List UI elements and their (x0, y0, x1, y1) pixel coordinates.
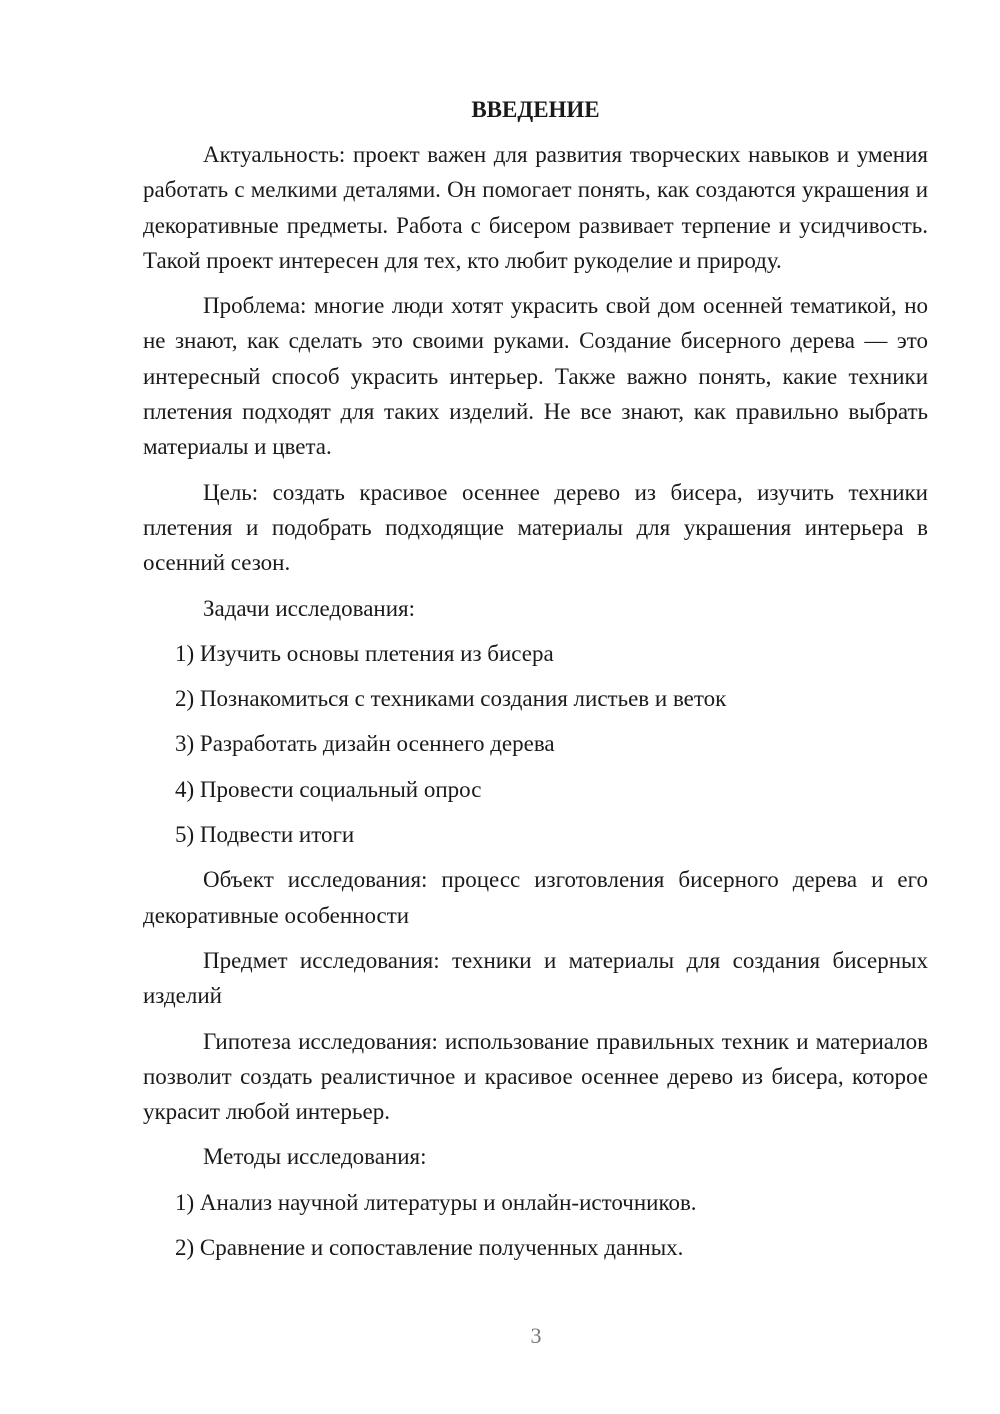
page-content (143, 92, 928, 1275)
list-item: 1) Анализ научной литературы и онлайн-источников. (175, 1189, 697, 1215)
hypothesis-paragraph: Гипотеза исследования: использование правильных техник и материалов позволит создать реалистичное и красивое осеннее дерево из бисера, которое украсит любой интерьер. (143, 1028, 928, 1125)
page-number: 3 (530, 1323, 542, 1348)
relevance-paragraph: Актуальность: проект важен для развития творческих навыков и умения работать с мелкими деталями. Он помогает понять, как создаются украшения и декоративные предметы. Работа с бисером развивает терпение и усидчивость. Такой проект интересен для тех, кто любит рукоделие и природу. (143, 142, 928, 273)
subject-paragraph: Предмет исследования: техники и материалы для создания бисерных изделий (143, 947, 928, 1009)
methods-list (143, 1185, 928, 1266)
list-item: 3) Разработать дизайн осеннего дерева (175, 731, 555, 757)
goal-paragraph: Цель: создать красивое осеннее дерево из бисера, изучить техники плетения и подобрать подходящие материалы для украшения интерьера в осенний сезон. (143, 479, 928, 576)
methods-label: Методы исследования: (203, 1144, 427, 1170)
object-paragraph: Объект исследования: процесс изготовления бисерного дерева и его декоративные особенности (143, 867, 928, 928)
list-item: 2) Познакомиться с техниками создания листьев и веток (175, 686, 727, 712)
list-item: 2) Сравнение и сопоставление полученных данных. (175, 1235, 684, 1261)
list-item: 1) Изучить основы плетения из бисера (175, 640, 554, 666)
tasks-list (143, 636, 928, 852)
list-item: 5) Подвести итоги (175, 822, 355, 848)
problem-paragraph: Проблема: многие люди хотят украсить свой дом осенней тематикой, но не знают, как сделать это своими руками. Создание бисерного дерева — это интересный способ украсить интерьер. Также важно понять, какие техники плетения подходят для таких изделий. Не все знают, как правильно выбрать материалы и цвета. (143, 293, 928, 460)
list-item: 4) Провести социальный опрос (175, 776, 482, 802)
tasks-label: Задачи исследования: (203, 595, 416, 621)
section-heading: ВВЕДЕНИЕ (471, 97, 600, 122)
